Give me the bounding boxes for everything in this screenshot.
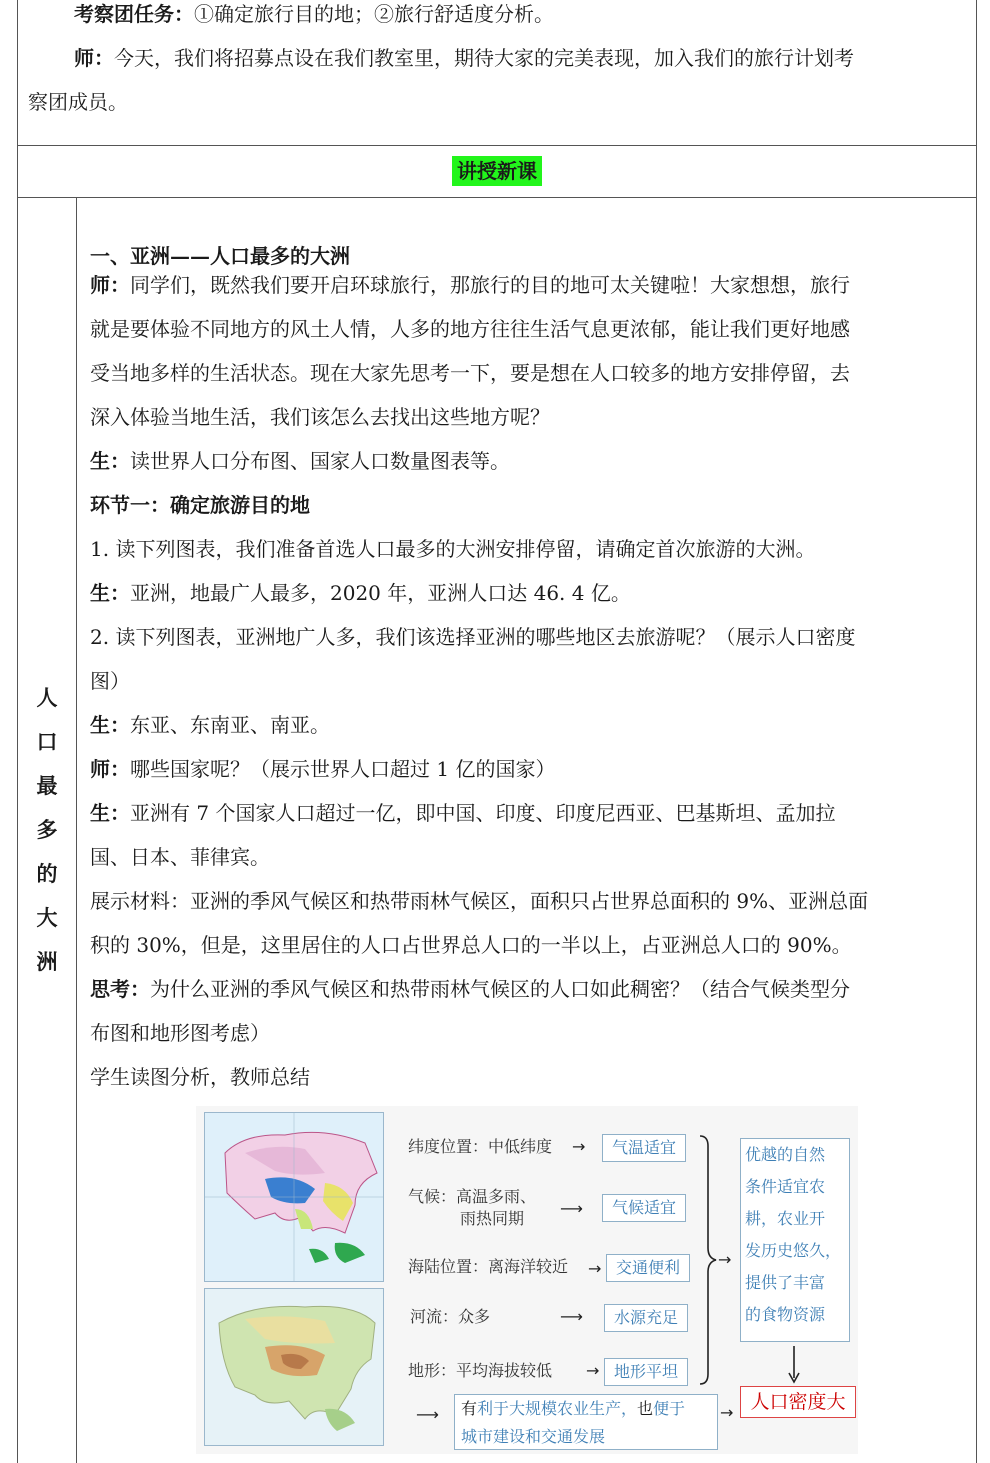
speaker-label: 生： bbox=[90, 713, 130, 737]
think-l2: 布图和地形图考虑） bbox=[90, 1021, 270, 1045]
bracket-icon bbox=[696, 1134, 720, 1386]
question-2-l2: 图） bbox=[90, 669, 130, 693]
para-text: 为什么亚洲的季风气候区和热带雨林气候区的人口如此稠密？（结合气候类型分 bbox=[150, 977, 850, 1001]
arrow-icon: → bbox=[718, 1250, 732, 1269]
teacher-para-l2: 就是要体验不同地方的风土人情，人多的地方往往生活气息更浓郁，能让我们更好地感 bbox=[90, 317, 850, 341]
task-label: 考察团任务： bbox=[74, 2, 194, 26]
teacher-para-l4: 深入体验当地生活，我们该怎么去找出这些地方呢？ bbox=[90, 405, 550, 429]
factor-climate-2: 雨热同期 bbox=[460, 1209, 525, 1228]
result-temperature: 气温适宜 bbox=[602, 1134, 686, 1162]
summary-line: 优越的自然 bbox=[745, 1145, 826, 1164]
asia-terrain-map-image bbox=[204, 1288, 384, 1446]
result-climate: 气候适宜 bbox=[602, 1194, 686, 1222]
summary-line: 提供了丰富 bbox=[745, 1273, 826, 1292]
think-l1 bbox=[90, 967, 850, 1011]
closing-line: 学生读图分析，教师总结 bbox=[90, 1065, 310, 1089]
stage-label: 环节一：确定旅游目的地 bbox=[90, 493, 310, 517]
question-1: 1. 读下列图表，我们准备首选人口最多的大洲安排停留，请确定首次旅游的大洲。 bbox=[90, 537, 816, 561]
teacher-para-l1 bbox=[90, 263, 850, 307]
para-text: 亚洲，地最广人最多，2020 年，亚洲人口达 46. 4 亿。 bbox=[130, 581, 631, 605]
benefit-box bbox=[454, 1394, 718, 1450]
arrow-icon: ⟶ bbox=[560, 1199, 583, 1218]
factor-latitude: 纬度位置：中低纬度 bbox=[408, 1137, 553, 1156]
speaker-label: 师： bbox=[90, 757, 130, 781]
column-divider bbox=[76, 197, 77, 1463]
terrain-map-svg bbox=[205, 1289, 383, 1445]
arrow-icon: ⟶ bbox=[560, 1307, 583, 1326]
summary-line: 发历史悠久， bbox=[745, 1241, 842, 1260]
factor-climate: 气候：高温多雨、 bbox=[408, 1187, 537, 1206]
benefit-text: 利于大规模农业生产， bbox=[477, 1399, 638, 1418]
summary-box bbox=[740, 1138, 850, 1342]
teacher-para-l3: 受当地多样的生活状态。现在大家先思考一下，要是想在人口较多的地方安排停留，去 bbox=[90, 361, 850, 385]
down-arrow-icon bbox=[788, 1346, 800, 1384]
para-text: 东亚、东南亚、南亚。 bbox=[130, 713, 330, 737]
benefit-text: 有 bbox=[461, 1399, 478, 1418]
row-divider-2 bbox=[17, 197, 977, 198]
speaker-label: 生： bbox=[90, 581, 130, 605]
question-2-l1: 2. 读下列图表，亚洲地广人多，我们该选择亚洲的哪些地区去旅游呢？（展示人口密度 bbox=[90, 625, 856, 649]
asia-climate-map-image bbox=[204, 1112, 384, 1282]
side-title-char: 人 bbox=[36, 685, 58, 710]
table-border-left bbox=[17, 0, 18, 1463]
teacher-text: 今天，我们将招募点设在我们教室里，期待大家的完美表现，加入我们的旅行计划考 bbox=[114, 46, 854, 70]
arrow-icon: → bbox=[588, 1259, 602, 1278]
section-heading: 一、亚洲——人口最多的大洲 bbox=[90, 244, 350, 268]
intro-task-line bbox=[74, 0, 554, 36]
student-para bbox=[90, 439, 510, 483]
answer-2 bbox=[90, 703, 330, 747]
para-text: 读世界人口分布图、国家人口数量图表等。 bbox=[130, 449, 510, 473]
material-l2: 积的 30%，但是，这里居住的人口占世界总人口的一半以上，占亚洲总人口的 90%。 bbox=[90, 933, 852, 957]
benefit-text: 也 bbox=[637, 1399, 654, 1418]
arrow-icon: → bbox=[720, 1403, 734, 1422]
teacher-label: 师： bbox=[74, 46, 114, 70]
speaker-label: 师： bbox=[90, 273, 130, 297]
speaker-label: 思考： bbox=[90, 977, 150, 1001]
speaker-label: 生： bbox=[90, 449, 130, 473]
benefit-text: 便于 bbox=[653, 1399, 686, 1418]
answer-1 bbox=[90, 571, 631, 615]
summary-line: 耕，农业开 bbox=[745, 1209, 826, 1228]
result-water: 水源充足 bbox=[604, 1304, 688, 1332]
speaker-label: 生： bbox=[90, 801, 130, 825]
factor-terrain: 地形：平均海拔较低 bbox=[408, 1361, 553, 1380]
side-title-char: 口 bbox=[36, 729, 58, 754]
answer-3-l1 bbox=[90, 791, 835, 835]
side-title-char: 的 bbox=[36, 861, 58, 886]
summary-line: 条件适宜农 bbox=[745, 1177, 826, 1196]
table-border-right bbox=[976, 0, 977, 1463]
task-text: ①确定旅行目的地；②旅行舒适度分析。 bbox=[194, 2, 554, 26]
analysis-diagram bbox=[196, 1106, 858, 1454]
benefit-line-1 bbox=[461, 1395, 717, 1423]
row-divider-1 bbox=[17, 145, 977, 146]
question-3 bbox=[90, 747, 555, 791]
arrow-icon: → bbox=[586, 1361, 600, 1380]
section-band: 讲授新课 bbox=[452, 156, 542, 186]
arrow-icon: → bbox=[572, 1137, 586, 1156]
side-title-char: 洲 bbox=[36, 949, 58, 974]
arrow-icon: ⟶ bbox=[416, 1405, 439, 1424]
climate-map-svg bbox=[205, 1113, 383, 1281]
side-title bbox=[30, 676, 64, 984]
intro-teacher-line-2: 察团成员。 bbox=[28, 90, 128, 114]
para-text: 同学们，既然我们要开启环球旅行，那旅行的目的地可太关键啦！大家想想，旅行 bbox=[130, 273, 850, 297]
para-text: 亚洲有 7 个国家人口超过一亿，即中国、印度、印度尼西亚、巴基斯坦、孟加拉 bbox=[130, 801, 836, 825]
intro-teacher-line-1 bbox=[74, 36, 854, 80]
material-l1: 展示材料：亚洲的季风气候区和热带雨林气候区，面积只占世界总面积的 9%、亚洲总面 bbox=[90, 889, 869, 913]
side-title-char: 最 bbox=[36, 773, 58, 798]
factor-sea-land: 海陆位置：离海洋较近 bbox=[408, 1257, 569, 1276]
benefit-line-2: 城市建设和交通发展 bbox=[461, 1427, 606, 1446]
answer-3-l2: 国、日本、菲律宾。 bbox=[90, 845, 270, 869]
factor-rivers: 河流：众多 bbox=[410, 1307, 491, 1326]
result-transport: 交通便利 bbox=[606, 1254, 690, 1282]
summary-line: 的食物资源 bbox=[745, 1305, 826, 1324]
result-terrain: 地形平坦 bbox=[604, 1358, 688, 1386]
side-title-char: 大 bbox=[36, 905, 58, 930]
side-title-char: 多 bbox=[36, 817, 58, 842]
para-text: 哪些国家呢？（展示世界人口超过 1 亿的国家） bbox=[130, 757, 556, 781]
outcome-box: 人口密度大 bbox=[740, 1386, 856, 1418]
